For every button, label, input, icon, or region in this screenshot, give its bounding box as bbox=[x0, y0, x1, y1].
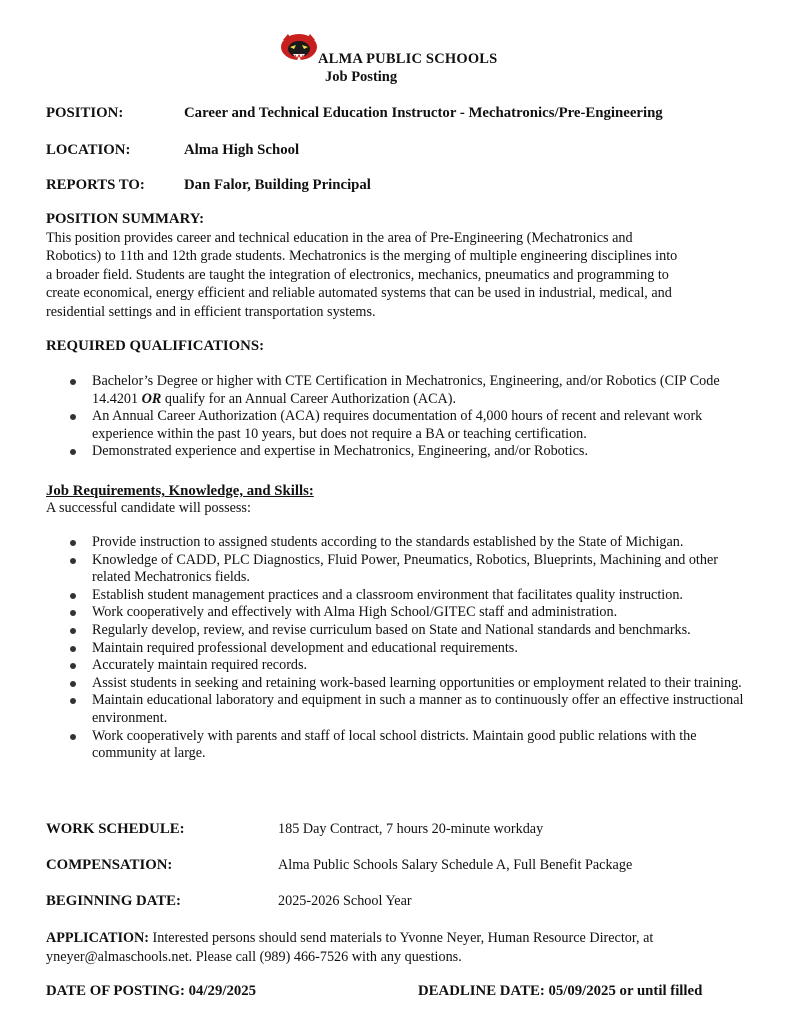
qualification-text: qualify for an Annual Career Authorization (ACA). bbox=[161, 390, 457, 407]
list-item: Maintain required professional development and educational requirements. bbox=[68, 640, 746, 658]
org-name: ALMA PUBLIC SCHOOLS bbox=[318, 51, 498, 67]
list-item: Accurately maintain required records. bbox=[68, 657, 746, 675]
reports-to-value: Dan Falor, Building Principal bbox=[184, 177, 371, 193]
posting-date: DATE OF POSTING: 04/29/2025 bbox=[46, 983, 257, 999]
list-item bbox=[68, 443, 748, 461]
qualification-text: Demonstrated experience and expertise in Mechatronics, Engineering, and/or Robotics. bbox=[92, 443, 589, 460]
application-paragraph bbox=[46, 929, 746, 967]
application-text: Interested persons should send materials to Yvonne Neyer, Human Resource Director, at bbox=[149, 930, 654, 946]
list-item: Assist students in seeking and retaining work-based learning opportunities or employment related to their training. bbox=[68, 675, 746, 693]
requirements-list bbox=[68, 534, 746, 763]
summary-paragraph bbox=[46, 229, 746, 321]
list-item: Work cooperatively with parents and staff of local school districts. Maintain good public relations with the community at large. bbox=[68, 728, 746, 763]
list-item: Maintain educational laboratory and equipment in such a manner as to continuously offer an effective instructional environment. bbox=[68, 692, 746, 727]
summary-line: Robotics) to 11th and 12th grade students. Mechatronics is the merging of multiple engineering disciplines into bbox=[46, 248, 678, 265]
work-schedule-label: WORK SCHEDULE: bbox=[46, 821, 185, 837]
deadline-date: DEADLINE DATE: 05/09/2025 or until filled bbox=[418, 983, 703, 999]
requirements-intro: A successful candidate will possess: bbox=[46, 500, 251, 516]
list-item: Regularly develop, review, and revise curriculum based on State and National standards and benchmarks. bbox=[68, 622, 746, 640]
beginning-date-label: BEGINNING DATE: bbox=[46, 893, 181, 909]
list-item: Work cooperatively and effectively with Alma High School/GITEC staff and administration. bbox=[68, 604, 746, 622]
reports-to-label: REPORTS TO: bbox=[46, 177, 145, 193]
beginning-date-value: 2025-2026 School Year bbox=[278, 893, 412, 909]
summary-line: create economical, energy efficient and reliable automated systems that can be used in industrial, medical, and bbox=[46, 285, 672, 302]
document-subtitle: Job Posting bbox=[325, 69, 398, 85]
summary-line: This position provides career and technical education in the area of Pre-Engineering (Mechatronics and bbox=[46, 230, 633, 246]
qualifications-heading: REQUIRED QUALIFICATIONS: bbox=[46, 338, 265, 354]
qualification-emphasis: OR bbox=[141, 390, 162, 407]
compensation-value: Alma Public Schools Salary Schedule A, Full Benefit Package bbox=[278, 857, 633, 873]
list-item: Establish student management practices and a classroom environment that facilitates quality instruction. bbox=[68, 587, 746, 605]
location-value: Alma High School bbox=[184, 142, 300, 158]
summary-line: residential settings and in efficient transportation systems. bbox=[46, 303, 376, 320]
location-label: LOCATION: bbox=[46, 142, 131, 158]
work-schedule-value: 185 Day Contract, 7 hours 20-minute workday bbox=[278, 821, 544, 837]
list-item bbox=[68, 408, 748, 443]
qualifications-list bbox=[68, 373, 748, 461]
position-value: Career and Technical Education Instructor - Mechatronics/Pre-Engineering bbox=[184, 105, 663, 121]
requirements-heading: Job Requirements, Knowledge, and Skills: bbox=[46, 483, 314, 499]
summary-line: a broader field. Students are taught the integration of electronics, mechanics, pneumatics and programming to bbox=[46, 266, 669, 283]
qualification-text: Bachelor’s Degree or higher with CTE Certification in Mechatronics, Engineering, and/or Robotics (CIP Code 14.4201 bbox=[92, 373, 720, 407]
list-item: Knowledge of CADD, PLC Diagnostics, Fluid Power, Pneumatics, Robotics, Blueprints, Machining and other related Mechatronics fields. bbox=[68, 552, 746, 587]
list-item: Provide instruction to assigned students according to the standards established by the State of Michigan. bbox=[68, 534, 746, 552]
position-label: POSITION: bbox=[46, 105, 124, 121]
qualification-text: An Annual Career Authorization (ACA) requires documentation of 4,000 hours of recent and relevant work experience within the past 10 years, but does not require a BA or teaching certification. bbox=[92, 408, 703, 442]
list-item bbox=[68, 373, 748, 408]
compensation-label: COMPENSATION: bbox=[46, 857, 173, 873]
panther-logo-icon bbox=[279, 32, 319, 66]
application-contact: yneyer@almaschools.net. Please call (989) 466-7526 with any questions. bbox=[46, 949, 462, 965]
summary-heading: POSITION SUMMARY: bbox=[46, 211, 205, 227]
application-label: APPLICATION: bbox=[46, 930, 149, 946]
